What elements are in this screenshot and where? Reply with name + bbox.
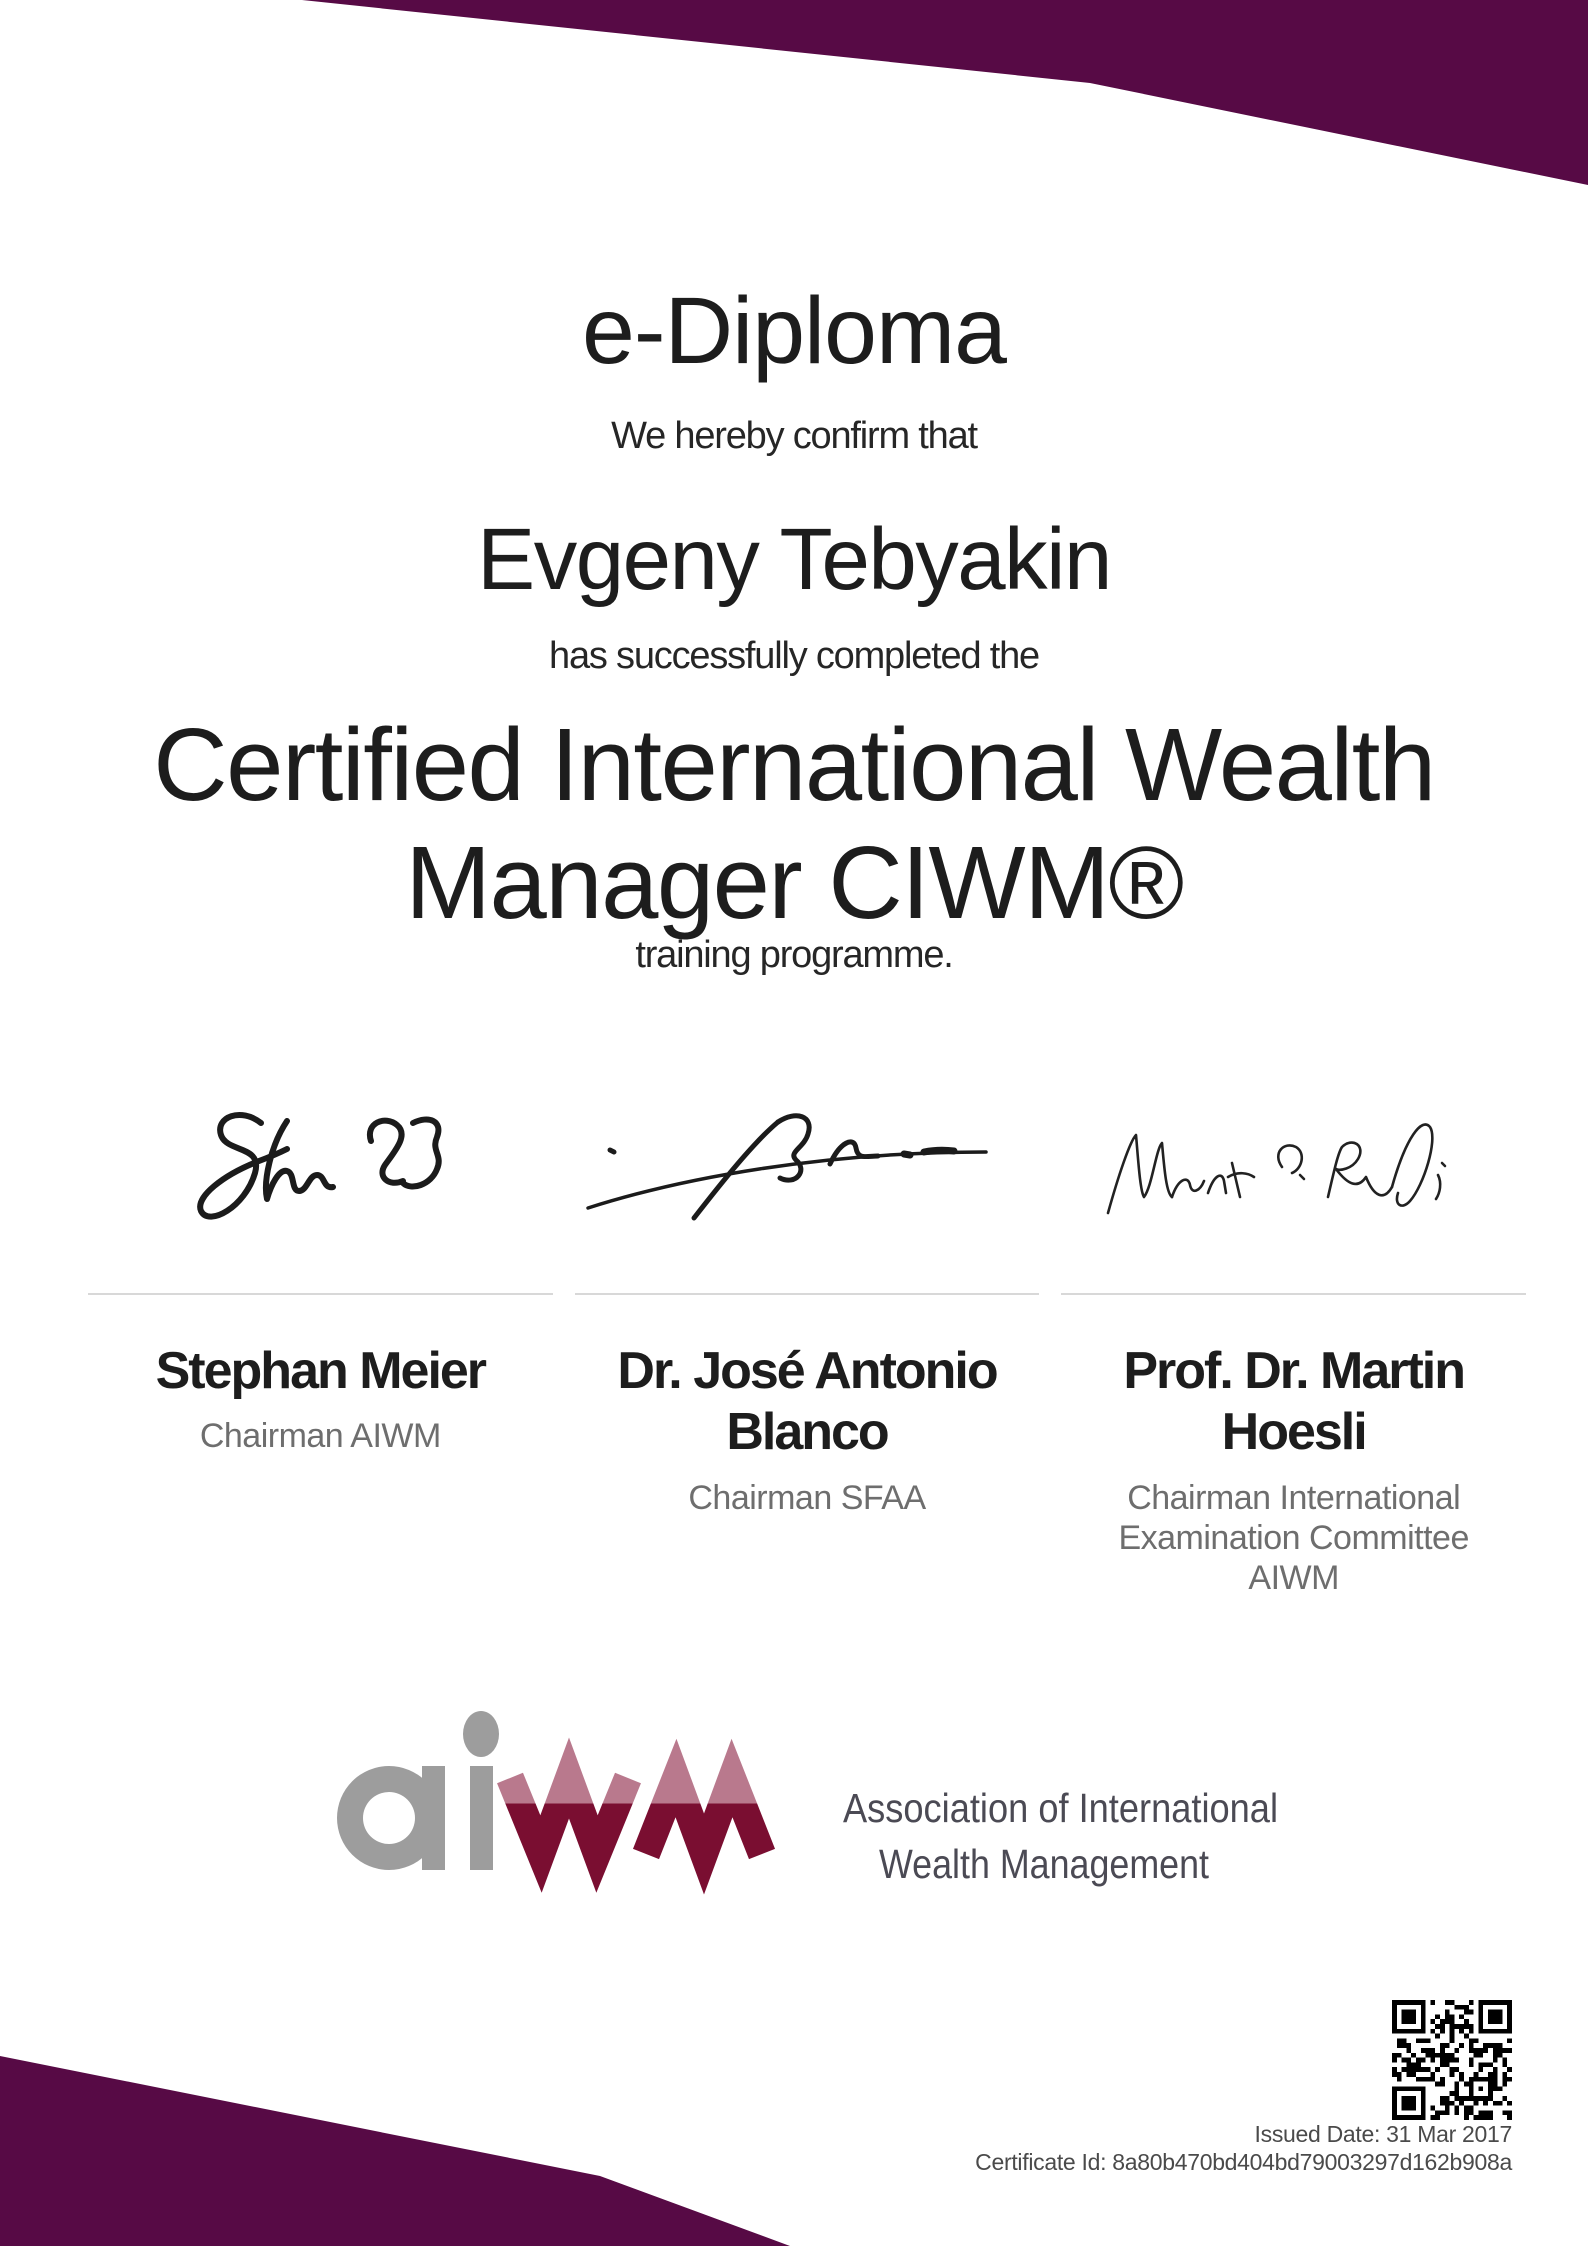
signature-area-2 xyxy=(575,1085,1040,1293)
logo-letter-w xyxy=(510,1778,628,1854)
programme-line-1: Certified International Wealth xyxy=(153,707,1435,822)
training-line: training programme. xyxy=(635,934,953,976)
issued-date-line: Issued Date: 31 Mar 2017 xyxy=(1254,2121,1512,2147)
confirm-line: We hereby confirm that xyxy=(611,415,977,457)
signatory-name-1: Stephan Meier xyxy=(155,1342,486,1400)
signatory-column-2 xyxy=(575,1085,1040,1598)
certificate-id-line: Certificate Id: 8a80b470bd404bd79003297d162b908a xyxy=(975,2149,1512,2176)
signatory-title-1: Chairman AIWM xyxy=(199,1417,441,1456)
logo-letter-a xyxy=(337,1766,445,1870)
signature-divider-1 xyxy=(88,1293,553,1295)
signatory-title-3: Chairman International Examination Committee AIWM xyxy=(1118,1478,1469,1597)
recipient-name: Evgeny Tebyakin xyxy=(477,511,1111,608)
signature-area-1 xyxy=(88,1085,553,1293)
signatory-name-3: Prof. Dr. Martin Hoesli xyxy=(1123,1342,1465,1462)
signatory-column-1 xyxy=(88,1085,553,1598)
signatories-row xyxy=(88,1085,1526,1598)
diploma-title: e-Diploma xyxy=(582,278,1006,384)
signature-divider-2 xyxy=(575,1293,1040,1295)
footer-meta xyxy=(975,2120,1512,2176)
logo-letter-i xyxy=(463,1711,499,1870)
signature-divider-3 xyxy=(1061,1293,1526,1295)
signature-area-3 xyxy=(1061,1085,1526,1293)
top-corner-ribbon xyxy=(0,0,1588,186)
signature-stephan-meier xyxy=(175,1111,465,1231)
signature-martin-hoesli xyxy=(1096,1113,1456,1229)
programme-title xyxy=(0,706,1588,942)
logo-caption-line-2: Wealth Management xyxy=(879,1841,1210,1887)
aiwm-logo xyxy=(330,1698,1290,1898)
programme-line-2: Manager CIWM® xyxy=(405,825,1183,941)
completion-line: has successfully completed the xyxy=(549,635,1039,677)
signatory-name-2: Dr. José Antonio Blanco xyxy=(617,1342,997,1462)
signature-jose-antonio-blanco xyxy=(582,1112,992,1230)
logo-letter-m xyxy=(646,1778,762,1854)
signatory-column-3 xyxy=(1061,1085,1526,1598)
qr-code xyxy=(1392,2000,1512,2120)
signatory-title-2: Chairman SFAA xyxy=(688,1478,926,1517)
logo-caption-line-1: Association of International xyxy=(843,1785,1278,1831)
